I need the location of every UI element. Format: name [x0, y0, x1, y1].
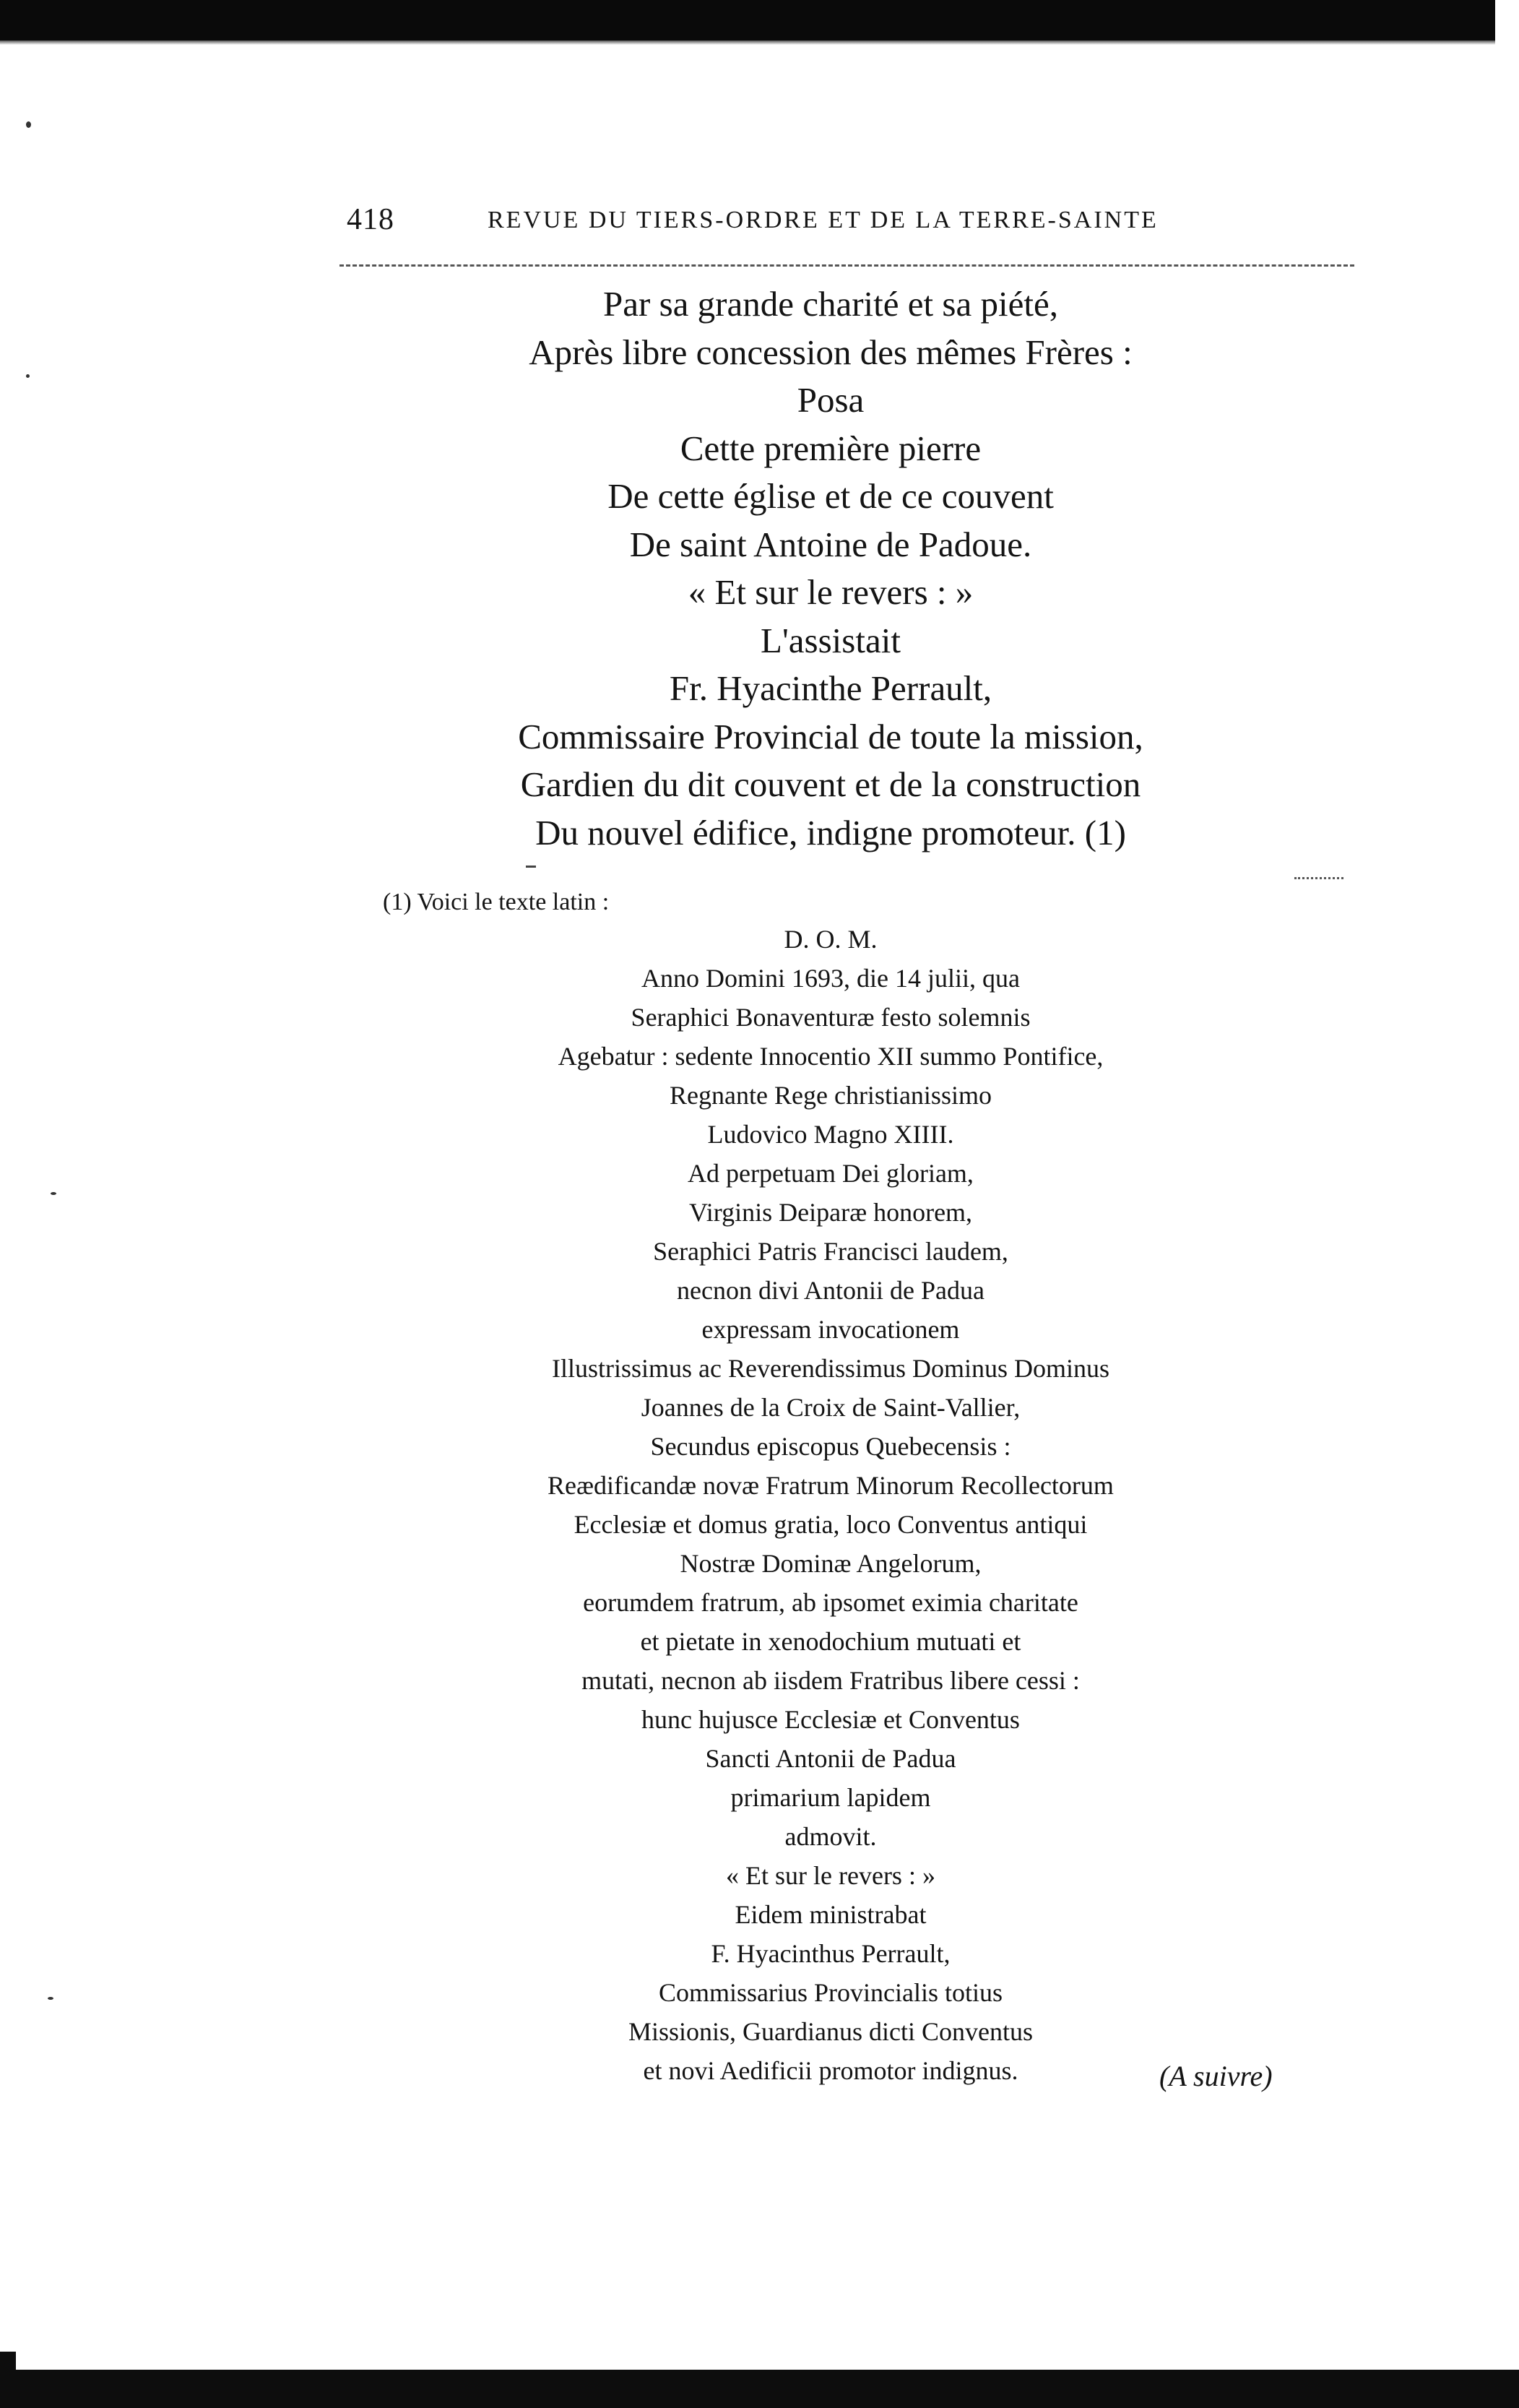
latin-line: Ad perpetuam Dei gloriam,	[688, 1159, 974, 1188]
scan-top-border	[0, 0, 1495, 40]
latin-line: « Et sur le revers : »	[726, 1861, 935, 1890]
latin-line: Regnante Rege christianissimo	[670, 1081, 992, 1110]
inscription-line: « Et sur le revers : »	[688, 572, 974, 612]
latin-line: Illustrissimus ac Reverendissimus Dominus Dominus	[552, 1354, 1109, 1383]
latin-line: primarium lapidem	[730, 1783, 931, 1812]
latin-line: Eidem ministrabat	[735, 1900, 927, 1929]
latin-line: Commissarius Provincialis totius	[658, 1978, 1003, 2007]
inscription-line: Fr. Hyacinthe Perrault,	[669, 668, 992, 708]
latin-line: Seraphici Bonaventuræ festo solemnis	[631, 1003, 1031, 1032]
footnote-intro: (1) Voici le texte latin :	[383, 889, 610, 915]
scan-bottom-corner	[0, 2352, 16, 2370]
scan-top-border-edge	[0, 40, 1495, 45]
latin-line: Missionis, Guardianus dicti Conventus	[628, 2017, 1033, 2046]
latin-line: Seraphici Patris Francisci laudem,	[653, 1237, 1008, 1266]
margin-mark	[1294, 877, 1343, 879]
latin-inscription	[433, 920, 1228, 2090]
latin-line: D. O. M.	[784, 925, 878, 954]
latin-line: Reædificandæ novæ Fratrum Minorum Recollectorum	[548, 1471, 1114, 1500]
inscription-line: Commissaire Provincial de toute la mission,	[518, 716, 1143, 756]
latin-line: Sancti Antonii de Padua	[705, 1744, 956, 1773]
inscription-line: Par sa grande charité et sa piété,	[603, 284, 1058, 324]
inscription-line: Après libre concession des mêmes Frères :	[529, 332, 1133, 372]
scan-speck	[51, 1192, 56, 1195]
inscription-line: Cette première pierre	[680, 428, 982, 468]
running-title: REVUE DU TIERS-ORDRE ET DE LA TERRE-SAINTE	[488, 207, 1159, 233]
inscription-line: De saint Antoine de Padoue.	[629, 524, 1032, 564]
latin-line: Nostræ Dominæ Angelorum,	[680, 1549, 982, 1578]
latin-line: et novi Aedificii promotor indignus.	[643, 2056, 1018, 2085]
latin-line: eorumdem fratrum, ab ipsomet eximia charitate	[583, 1588, 1078, 1617]
latin-line: expressam invocationem	[701, 1315, 960, 1344]
latin-line: Virginis Deiparæ honorem,	[688, 1198, 973, 1227]
latin-line: Ludovico Magno XIIII.	[707, 1120, 954, 1149]
latin-line: mutati, necnon ab iisdem Fratribus libere cessi :	[581, 1666, 1080, 1695]
latin-line: Secundus episcopus Quebecensis :	[650, 1432, 1011, 1461]
page-number: 418	[347, 203, 394, 236]
latin-line: et pietate in xenodochium mutuati et	[640, 1627, 1021, 1656]
french-inscription	[376, 280, 1286, 857]
inscription-line: De cette église et de ce couvent	[607, 476, 1054, 516]
scan-speck	[48, 1997, 53, 2000]
scan-speck	[26, 121, 31, 128]
continued-note: (A suivre)	[1159, 2060, 1273, 2092]
inscription-line: Du nouvel édifice, indigne promoteur. (1)	[535, 812, 1126, 853]
header-rule	[339, 264, 1354, 267]
latin-line: Agebatur : sedente Innocentio XII summo Pontifice,	[558, 1042, 1104, 1071]
latin-line: Joannes de la Croix de Saint-Vallier,	[641, 1393, 1021, 1422]
latin-line: hunc hujusce Ecclesiæ et Conventus	[641, 1705, 1020, 1734]
inscription-line: L'assistait	[761, 620, 901, 660]
scan-bottom-border	[0, 2370, 1519, 2408]
footnote-separator	[526, 866, 536, 868]
inscription-line: Gardien du dit couvent et de la construction	[520, 764, 1141, 804]
latin-line: admovit.	[784, 1822, 877, 1851]
latin-line: F. Hyacinthus Perrault,	[711, 1939, 951, 1968]
running-head	[347, 202, 1286, 240]
latin-line: Anno Domini 1693, die 14 julii, qua	[641, 964, 1020, 993]
inscription-line: Posa	[797, 380, 865, 420]
latin-line: Ecclesiæ et domus gratia, loco Conventus antiqui	[574, 1510, 1088, 1539]
scan-speck	[26, 374, 30, 378]
latin-line: necnon divi Antonii de Padua	[677, 1276, 984, 1305]
